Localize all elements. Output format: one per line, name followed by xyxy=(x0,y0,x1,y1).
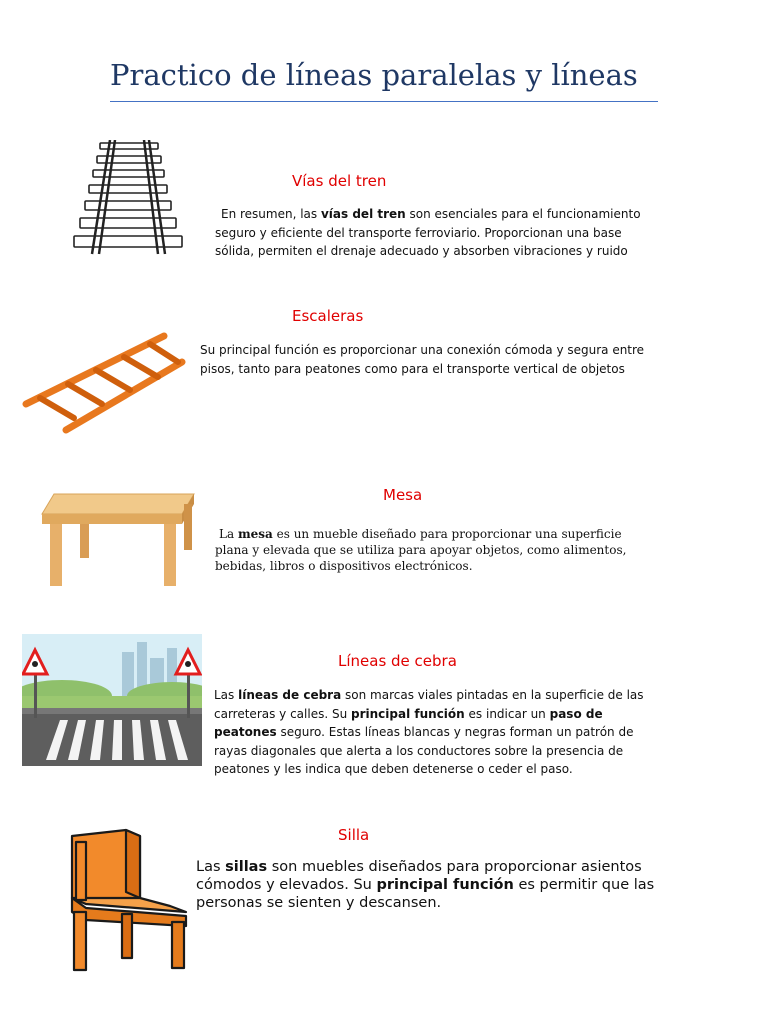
paragraph-cebra: Las líneas de cebra son marcas viales pintadas en la superficie de las carreteras y calles. Su principal función es indicar un paso de peatones seguro. Estas líneas blancas y negras forman un patrón de rayas diagonales que alerta a los conductores sobre la presencia de peatones y les indica que deben detenerse o ceder el paso. xyxy=(214,688,644,776)
page-title: Practico de líneas paralelas y líneas xyxy=(110,58,638,92)
chair-icon xyxy=(66,828,190,974)
railroad-tracks-icon xyxy=(62,140,192,256)
section-heading-cebra: Líneas de cebra xyxy=(338,652,457,670)
paragraph-escaleras: Su principal función es proporcionar una conexión cómoda y segura entre pisos, tanto para peatones como para el transporte vertical de objetos xyxy=(200,343,645,376)
title-underline xyxy=(110,101,658,102)
section-heading-vias: Vías del tren xyxy=(292,172,387,190)
section-heading-escaleras: Escaleras xyxy=(292,307,364,325)
ladder-icon xyxy=(22,322,188,438)
section-heading-silla: Silla xyxy=(338,826,370,844)
table-icon xyxy=(36,490,196,590)
paragraph-vias: En resumen, las vías del tren son esenciales para el funcionamiento seguro y eficiente del transporte ferroviario. Proporcionan una base sólida, permiten el drenaje adecuado y absorben vibraciones y ruido xyxy=(215,207,641,258)
zebra-crossing-icon xyxy=(22,634,202,766)
paragraph-mesa: La mesa es un mueble diseñado para proporcionar una superficie plana y elevada que se utiliza para apoyar objetos, como alimentos, bebidas, libros o dispositivos electrónicos. xyxy=(215,527,627,573)
section-heading-mesa: Mesa xyxy=(383,486,423,504)
paragraph-silla: Las sillas son muebles diseñados para proporcionar asientos cómodos y elevados. Su principal función es permitir que las personas se sienten y descansen. xyxy=(196,859,655,911)
